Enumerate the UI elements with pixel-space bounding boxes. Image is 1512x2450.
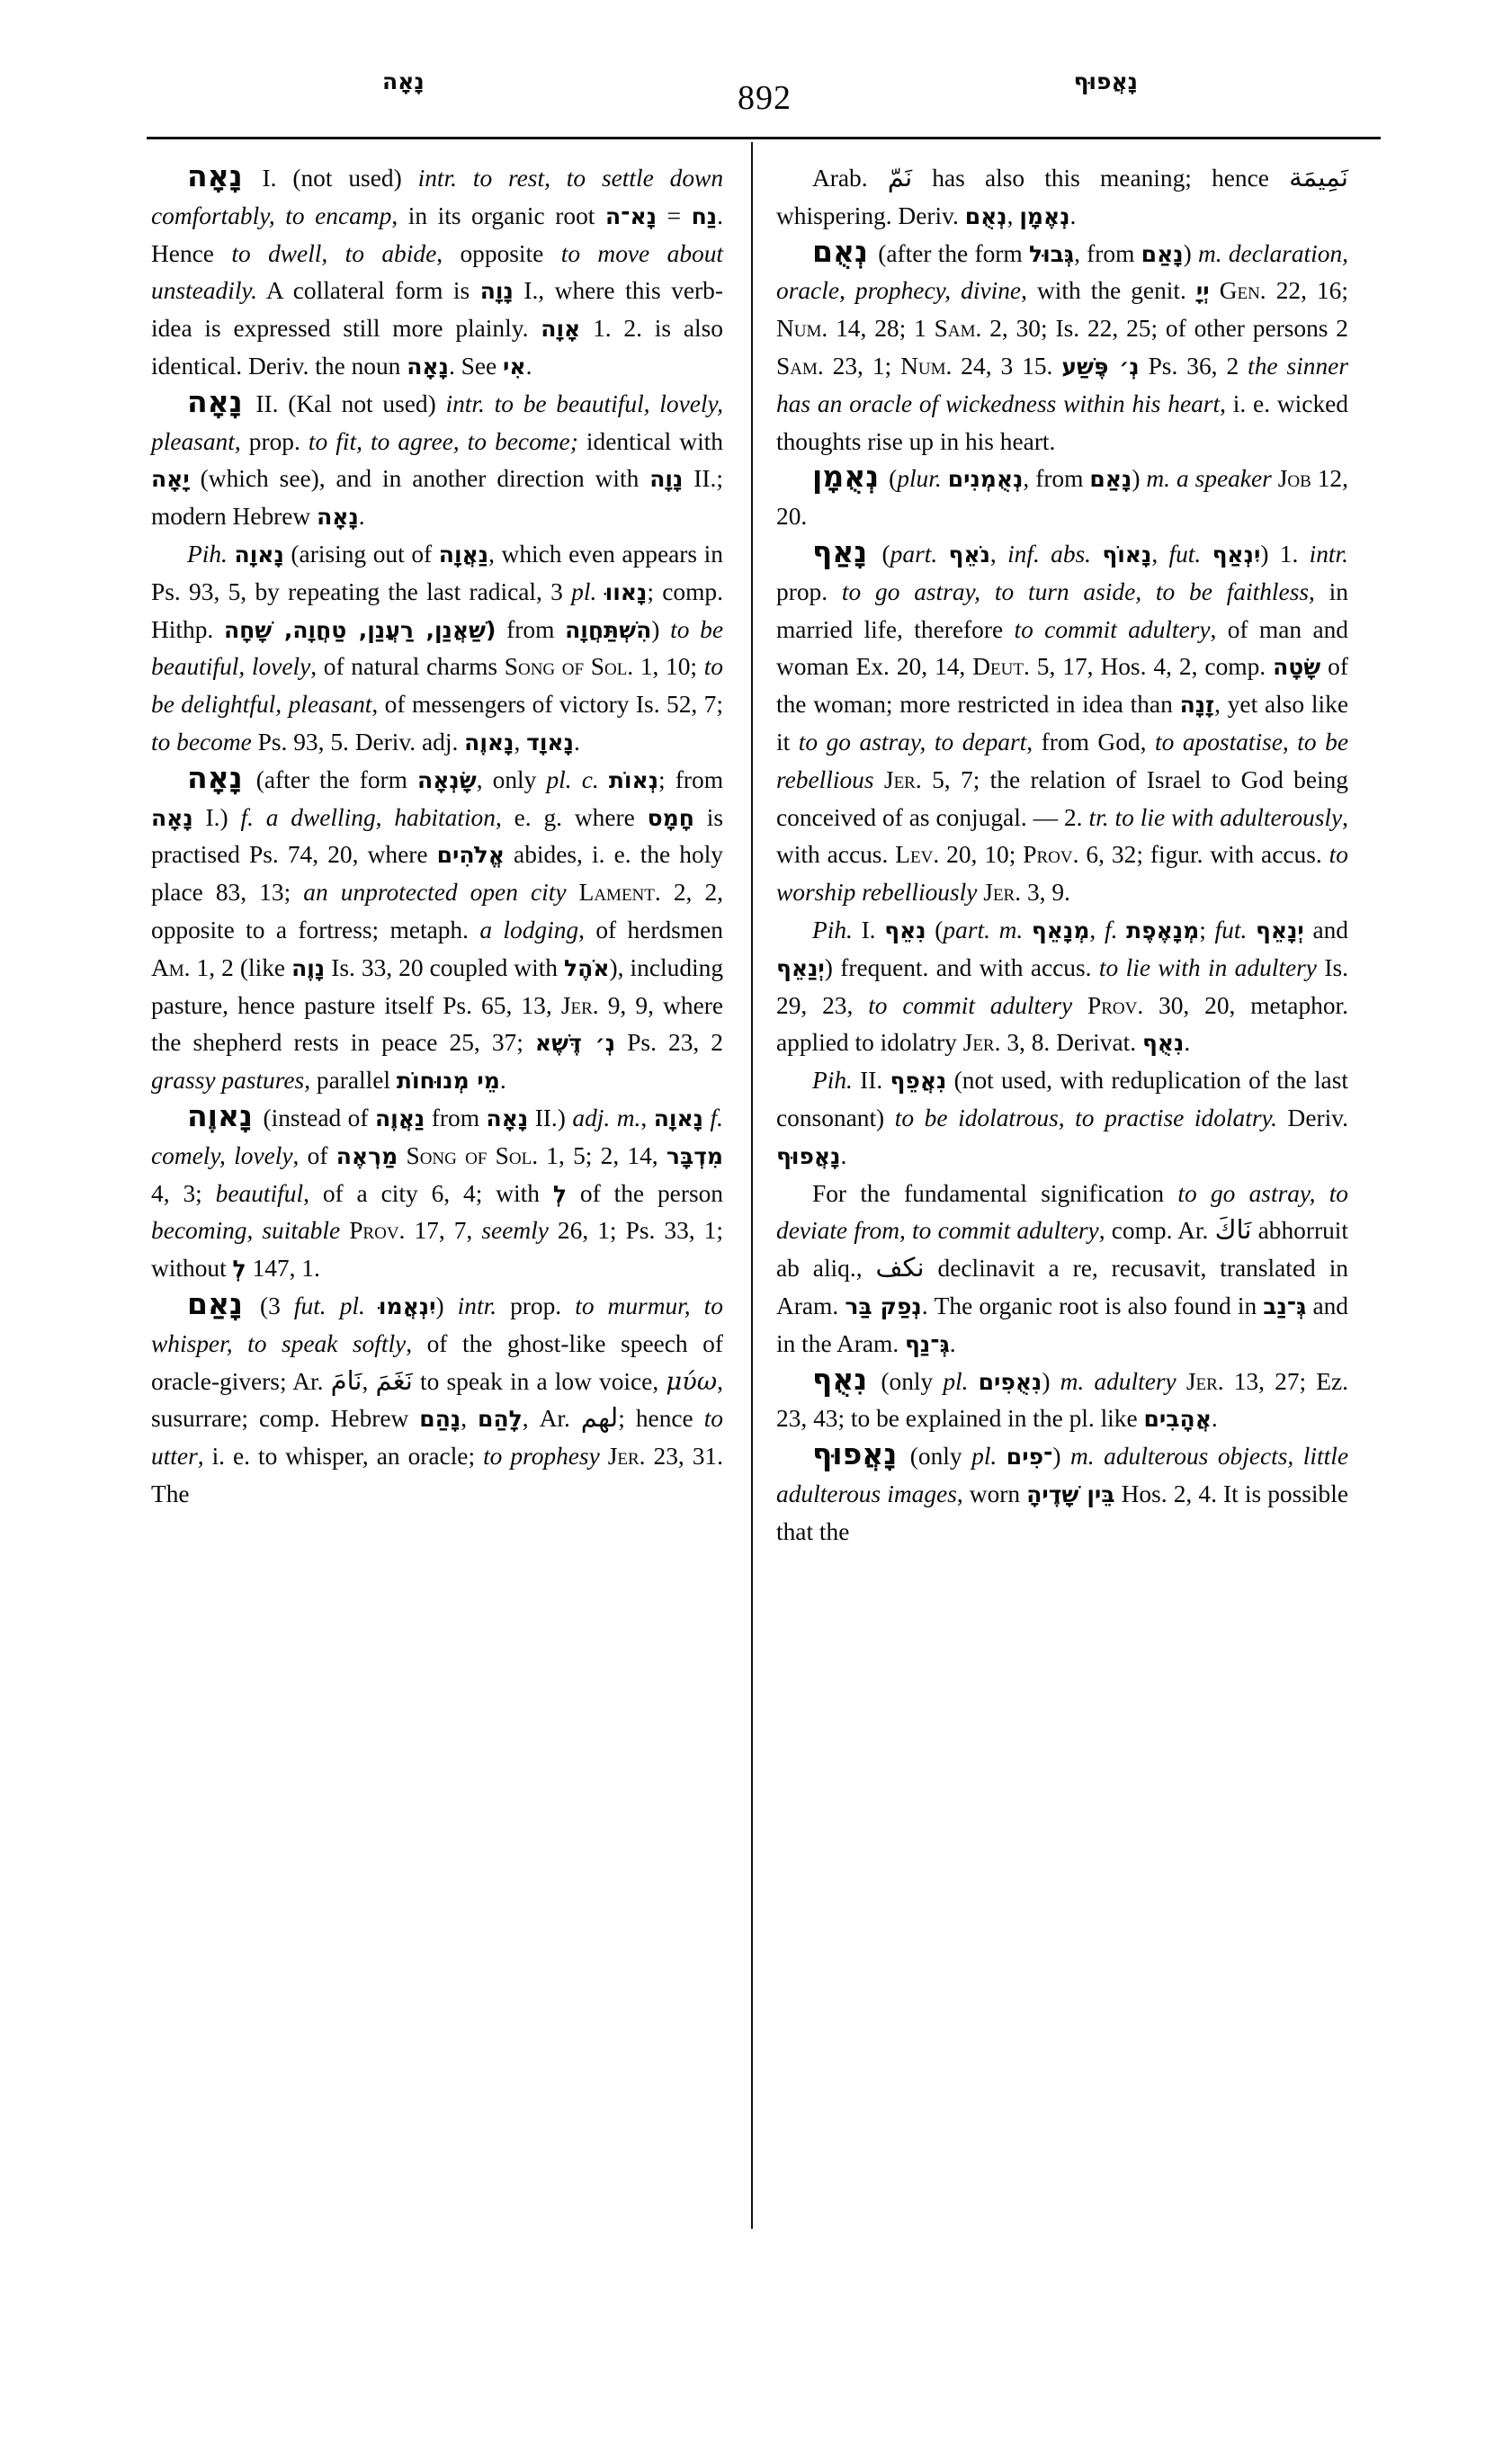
- dictionary-entry: נָאוֶה (instead of נַאֲוֶה from נָאָה II.) adj. m., נָאוָה f. comely, lovely, of מַרְאֶה Song of Sol. 1, 5; 2, 14, מִדְבָּר 4, 3; beautiful, of a city 6, 4; with לְ of the person becoming, suitable Prov. 17, 7, seemly 26, 1; Ps. 33, 1; without לְ 147, 1.: [151, 1097, 724, 1283]
- dictionary-entry: נְאֻמָן (plur. נְאֻמְנִים, from נָאַם) m. a speaker Job 12, 20.: [776, 459, 1348, 531]
- dictionary-entry: Pih. נָאוָה (arising out of נַאֲוָה, which even appears in Ps. 93, 5, by repeating the last radical, 3 pl. נָאווּ; comp. Hithp. (שַׁאֲנַן, רַעֲנַן, טַחֲוָה, שָׁחָה from הִשְׁתַּחֲוָה) to be beautiful, lovely, of natural charms Song of Sol. 1, 10; to be delightful, pleasant, of messengers of victory Is. 52, 7; to become Ps. 93, 5. Deriv. adj. נָאוֶה, נָאוָד.: [151, 540, 723, 756]
- dictionary-entry: נָאַם (3 fut. pl. יִנְאֲמוּ) intr. prop. to murmur, to whisper, to speak softly, of the ghost-like speech of oracle-givers; Ar. نَامَ, نَغَمَ to speak in a low voice, μύω, susurrare; comp. Hebrew נָהַם, לָהַם, Ar. لهم; hence to utter, i. e. to whisper, an oracle; to prophesy Jer. 23, 31. The: [151, 1285, 723, 1507]
- header-rule: [147, 137, 1381, 139]
- running-head-right-catchword: נָאֲפוּף: [1073, 68, 1138, 94]
- running-head: [144, 70, 1385, 133]
- dictionary-entry: נָאַף (part. נֹאֵף, inf. abs. נָאוֹף, fut. יִנְאַף) 1. intr. prop. to go astray, to turn aside, to be faithless, in married life, therefore to commit adultery, of man and woman Ex. 20, 14, Deut. 5, 17, Hos. 4, 2, comp. שָׂטָה of the woman; more restricted in idea than זָנָה, yet also like it to go astray, to depart, from God, to apostatise, to be rebellious Jer. 5, 7; the relation of Israel to God being conceived of as conjugal. — 2. tr. to lie with adulterously, with accus. Lev. 20, 10; Prov. 6, 32; figur. with accus. to worship rebelliously Jer. 3, 9.: [776, 533, 1349, 907]
- page-number: 892: [738, 79, 792, 117]
- dictionary-entry: Arab. نَمّ has also this meaning; hence نَمِيمَة whispering. Deriv. נְאֻם, נְאֶמָן.: [776, 162, 1348, 229]
- dictionary-entry: נִאֻף (only pl. נִאֻפִים) m. adultery Jer. 13, 27; Ez. 23, 43; to be explained in the pl. like אֲהָבִים.: [776, 1361, 1348, 1433]
- running-head-left-catchword: נָאָה: [382, 68, 425, 94]
- dictionary-entry: For the fundamental signification to go astray, to deviate from, to commit adultery, comp. Ar. نَاكَ abhorruit ab aliq., نكف declinavit a re, recusavit, translated in Aram. נְפַק בַּר. The organic root is also found in גְּ־נַב and in the Aram. גְּ־נַף.: [776, 1179, 1348, 1357]
- column-divider: [751, 142, 753, 2229]
- dictionary-entry: Pih. I. נִאֵף (part. m. מְנָאֵף, f. מְנָאֶפֶת; fut. יְנָאֵף and יְנַאֵף) frequent. and with accus. to lie with in adultery Is. 29, 23, to commit adultery Prov. 30, 20, metaphor. applied to idolatry Jer. 3, 8. Derivat. נִאֻף.: [776, 916, 1348, 1057]
- right-column: [776, 160, 1348, 1551]
- dictionary-entry: Pih. II. נִאֲפֵף (not used, with reduplication of the last consonant) to be idolatrous, to practise idolatry. Deriv. נָאֲפוּף.: [776, 1067, 1348, 1169]
- left-column: [151, 160, 723, 1514]
- dictionary-entry: נָאֲפוּף (only pl. ־פִים) m. adulterous objects, little adulterous images, worn בֵּין שָׁדֶיהָ Hos. 2, 4. It is possible that the: [776, 1436, 1348, 1545]
- dictionary-entry: נָאָה II. (Kal not used) intr. to be beautiful, lovely, pleasant, prop. to fit, to agree, to become; identical with יָאָה (which see), and in another direction with נָוָה II.; modern Hebrew נָאָה.: [151, 383, 723, 531]
- dictionary-entry: נְאֻם (after the form גְּבוּל, from נָאַם) m. declaration, oracle, prophecy, divine, with the genit. יְיָ Gen. 22, 16; Num. 14, 28; 1 Sam. 2, 30; Is. 22, 25; of other persons 2 Sam. 23, 1; Num. 24, 3 15. נְ׳ פֶּשַׁע Ps. 36, 2 the sinner has an oracle of wickedness within his heart, i. e. wicked thoughts rise up in his heart.: [776, 233, 1348, 455]
- dictionary-entry: נָאָה I. (not used) intr. to rest, to settle down comfortably, to encamp, in its organic root נָא־ה = נַח. Hence to dwell, to abide, opposite to move about unsteadily. A collateral form is נָוָה I., where this verb-idea is expressed still more plainly. אָוָה 1. 2. is also identical. Deriv. the noun נָאָה. See אִי.: [151, 158, 724, 380]
- dictionary-entry: נָאָה (after the form שָׂנְאָה, only pl. c. נְאוֹת; from נָאָה I.) f. a dwelling, habitation, e. g. where חָמָס is practised Ps. 74, 20, where אֱלֹהִים abides, i. e. the holy place 83, 13; an unprotected open city Lament. 2, 2, opposite to a fortress; metaph. a lodging, of herdsmen Am. 1, 2 (like נָוֶה Is. 33, 20 coupled with אֹהֶל), including pasture, hence pasture itself Ps. 65, 13, Jer. 9, 9, where the shepherd rests in peace 25, 37; נְ׳ דֶּשֶׁא Ps. 23, 2 grassy pastures, parallel מֵי מְנוּחוֹת.: [151, 759, 724, 1095]
